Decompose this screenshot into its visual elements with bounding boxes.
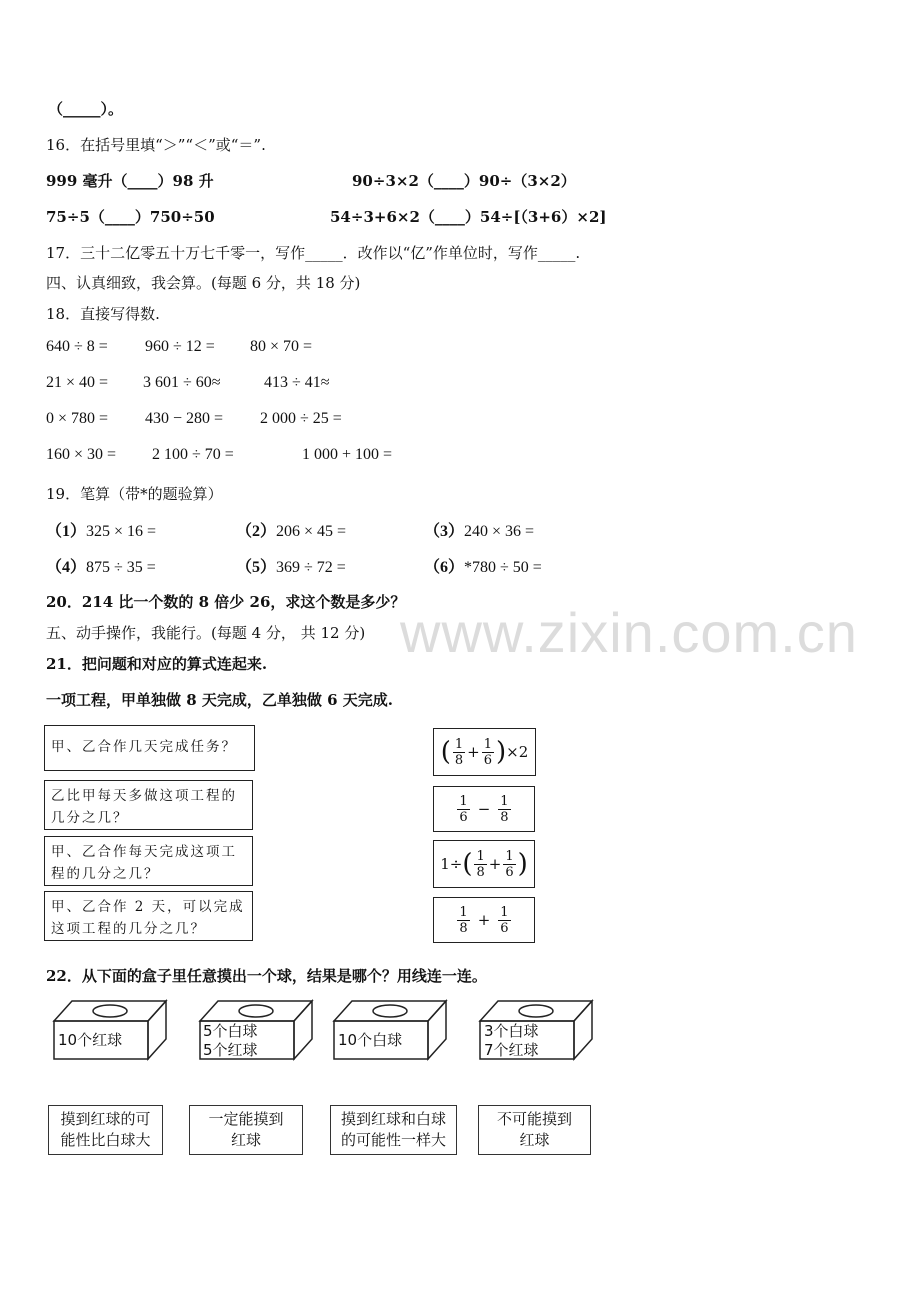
q18-item: 640 ÷ 8 =	[46, 338, 108, 355]
ball-box-label: 5个白球 5个红球	[203, 1022, 258, 1059]
q21-title: 21．把问题和对应的算式连起来.	[46, 655, 268, 673]
q18-item: 430 − 280 =	[145, 410, 224, 427]
q19-item: （6）*780 ÷ 50 =	[424, 559, 542, 576]
q18-item: 2 000 ÷ 25 =	[260, 410, 342, 427]
q18-item: 0 × 780 =	[46, 410, 109, 427]
q16-title: 16．在括号里填“＞”“＜”或“＝”.	[46, 136, 266, 154]
q20: 20．214 比一个数的 8 倍少 26，求这个数是多少？	[46, 593, 406, 611]
q18-item: 2 100 ÷ 70 =	[152, 446, 234, 463]
outcome-box[interactable]: 一定能摸到 红球	[189, 1105, 303, 1155]
q18-item: 80 × 70 =	[250, 338, 313, 355]
q18-item: 960 ÷ 12 =	[145, 338, 215, 355]
ball-box-label: 3个白球 7个红球	[484, 1022, 539, 1059]
outcome-box[interactable]: 摸到红球和白球 的可能性一样大	[330, 1105, 457, 1155]
q21-question-box[interactable]: 甲、乙合作 2 天，可以完成这项工程的几分之几？	[44, 891, 253, 941]
outcome-box[interactable]: 摸到红球的可 能性比白球大	[48, 1105, 163, 1155]
q21-intro: 一项工程，甲单独做 8 天完成，乙单独做 6 天完成.	[46, 691, 393, 709]
q17: 17．三十二亿零五十万七千零一，写作_____．改作以“亿”作单位时，写作_____.	[46, 244, 581, 262]
q21-question-box[interactable]: 乙比甲每天多做这项工程的几分之几？	[44, 780, 253, 830]
q18-title: 18．直接写得数.	[46, 305, 160, 323]
q22-title: 22．从下面的盒子里任意摸出一个球，结果是哪个？用线连一连。	[46, 967, 487, 985]
q18-item: 160 × 30 =	[46, 446, 117, 463]
q18-item: 21 × 40 =	[46, 374, 109, 391]
q21-formula-box[interactable]: 1÷ ( $\frac{1}{8}$ + $\frac{1}{6}$ )	[433, 840, 535, 888]
q19-item: （5）369 ÷ 72 =	[236, 559, 346, 576]
section5-heading: 五、动手操作，我能行。(每题 4 分， 共 12 分)	[46, 624, 366, 642]
q21-question-box[interactable]: 甲、乙合作每天完成这项工程的几分之几？	[44, 836, 253, 886]
section4-heading: 四、认真细致，我会算。(每题 6 分，共 18 分)	[46, 274, 361, 292]
q19-item: （4）875 ÷ 35 =	[46, 559, 156, 576]
q16-c: 75÷5（____）750÷50	[46, 208, 215, 226]
q16-b: 90÷3×2（____）90÷（3×2）	[352, 172, 576, 190]
q18-item: 3 601 ÷ 60≈	[143, 374, 221, 391]
q19-item: （1）325 × 16 =	[46, 523, 157, 540]
watermark: www.zixin.com.cn	[400, 601, 858, 664]
q18-item: 1 000 + 100 =	[302, 446, 393, 463]
q19-item: （2）206 × 45 =	[236, 523, 347, 540]
q21-formula-box[interactable]: $\frac{1}{6}$ − $\frac{1}{8}$	[433, 786, 535, 832]
q16-a: 999 毫升（____）98 升	[46, 172, 214, 190]
q18-item: 413 ÷ 41≈	[264, 374, 330, 391]
q19-item: （3）240 × 36 =	[424, 523, 535, 540]
outcome-box[interactable]: 不可能摸到 红球	[478, 1105, 591, 1155]
ball-box-3[interactable]	[334, 1001, 446, 1059]
q16-d: 54÷3+6×2（____）54÷[（3+6）×2]	[330, 208, 607, 226]
ball-box-1[interactable]	[54, 1001, 166, 1059]
q15-tail: （_____）。	[48, 100, 124, 118]
q21-formula-box[interactable]: $\frac{1}{8}$ + $\frac{1}{6}$	[433, 897, 535, 943]
ball-box-label: 10个白球	[338, 1031, 403, 1049]
q21-formula-box[interactable]: ( $\frac{1}{8}$ + $\frac{1}{6}$ ) ×2	[433, 728, 536, 776]
ball-box-label: 10个红球	[58, 1031, 123, 1049]
q21-question-box[interactable]: 甲、乙合作几天完成任务？	[44, 725, 255, 771]
q19-title: 19．笔算（带*的题验算）	[46, 485, 223, 503]
